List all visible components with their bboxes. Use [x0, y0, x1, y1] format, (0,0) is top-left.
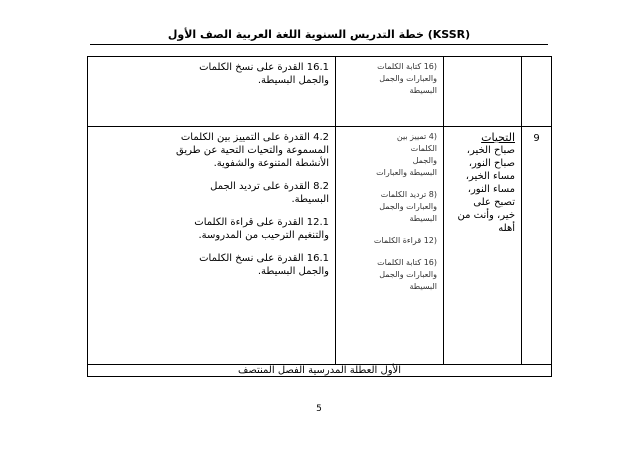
learning-objective-line: 16.1 القدرة على نسخ الكلمات [199, 253, 329, 264]
table-row [88, 57, 552, 127]
topic-title: التحيات [481, 131, 515, 144]
learning-objective-cell [88, 57, 336, 127]
content-standard-line: والعبارات والجمل [379, 202, 437, 211]
topic-line: صباح الخير، [466, 145, 515, 156]
topic-cell [444, 127, 522, 365]
header-divider [90, 44, 548, 45]
learning-objective-line: الأنشطة المتنوعة والشفوية. [213, 158, 329, 169]
page-number: 5 [316, 404, 322, 414]
week-cell [522, 57, 552, 127]
content-standard-cell [336, 57, 444, 127]
learning-objective-line: والتنغيم الترحيب من المدروسة. [198, 230, 329, 241]
week-number [522, 57, 551, 63]
content-standard-line: (12 قراءة الكلمات [373, 236, 437, 245]
topic-line: مساء النور، [467, 184, 515, 195]
page-title: خطة التدريس السنوية اللغة العربية الصف الأول (KSSR) [167, 28, 471, 41]
learning-objective [94, 252, 329, 278]
content-standard-line: البسيطة [409, 86, 437, 95]
learning-objective [94, 216, 329, 242]
learning-objective-line: والجمل البسيطة. [257, 266, 329, 277]
content-standard-line: (16 كتابة الكلمات [377, 62, 437, 71]
learning-objective [94, 131, 329, 170]
learning-objective-line: المسموعة والتحيات التحية عن طريق [176, 145, 329, 156]
content-standard-line: والعبارات والجمل [379, 74, 437, 83]
content-standard-line: البسيطة [409, 282, 437, 291]
content-standard-line: (4 تمييز بين [396, 132, 437, 141]
learning-objective-line: والجمل البسيطة. [257, 75, 329, 86]
topic-line: خير، وأنت من [457, 210, 515, 221]
topic-cell [444, 57, 522, 127]
holiday-row [88, 365, 552, 377]
content-standard [342, 235, 437, 247]
learning-objective-line: البسيطة. [291, 194, 329, 205]
lesson-plan-table [87, 56, 552, 377]
learning-objective-line: 8.2 القدرة على ترديد الجمل [210, 181, 329, 192]
content-standard-line: والجمل [412, 156, 437, 165]
topic-line: أهله [498, 223, 515, 234]
content-standard-line: (16 كتابة الكلمات [377, 258, 437, 267]
learning-objective [94, 180, 329, 206]
learning-objective-line: 16.1 القدرة على نسخ الكلمات [199, 62, 329, 73]
learning-objective-cell [88, 127, 336, 365]
week-cell [522, 127, 552, 365]
topic-line: تصبح على [473, 197, 515, 208]
week-number: 9 [533, 133, 540, 144]
learning-objective-line: 4.2 القدرة على التمييز بين الكلمات [180, 132, 329, 143]
content-standard-line: الكلمات [410, 144, 437, 153]
learning-objective-line: 12.1 القدرة على قراءة الكلمات [194, 217, 329, 228]
content-standard-cell [336, 127, 444, 365]
content-standard-line: والعبارات والجمل [379, 270, 437, 279]
topic-line: مساء الخير، [465, 171, 515, 182]
content-standard-line: البسيطة والعبارات [376, 168, 437, 177]
content-standard-line: (8 ترديد الكلمات [380, 190, 437, 199]
content-standard [342, 189, 437, 225]
holiday-label: الأول العطلة المدرسية الفصل المنتصف [88, 365, 552, 377]
content-standard [342, 61, 437, 97]
topic-line: صباح النور، [468, 158, 515, 169]
content-standard [342, 257, 437, 293]
learning-objective [94, 61, 329, 87]
content-standard-line: البسيطة [409, 214, 437, 223]
table-row [88, 127, 552, 365]
content-standard [342, 131, 437, 179]
